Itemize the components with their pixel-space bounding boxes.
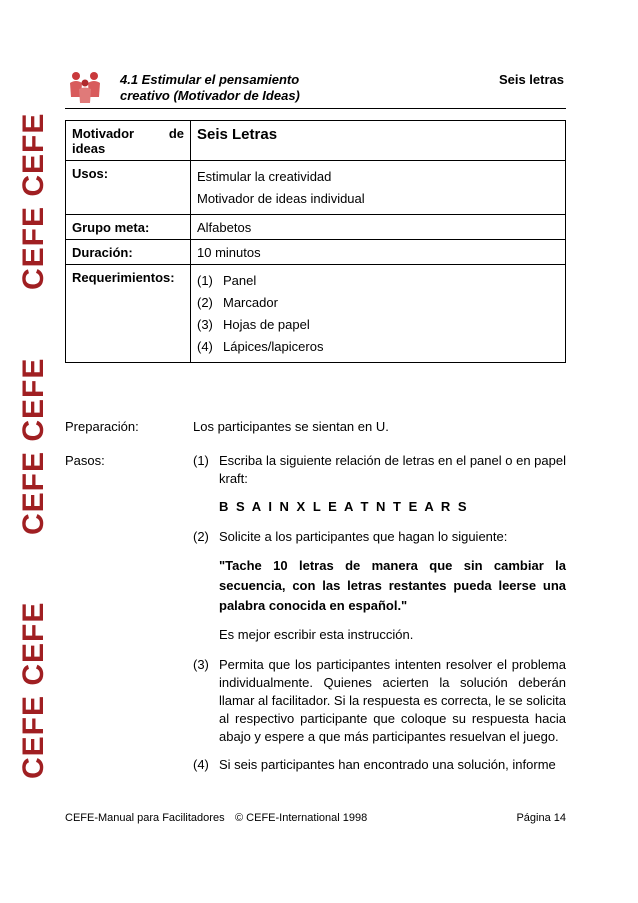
step-text: Si seis participantes han encontrado una solución, informe xyxy=(219,757,556,772)
procedure-body xyxy=(65,418,566,774)
section-title-line2: creativo (Motivador de Ideas) xyxy=(120,88,300,103)
list-item xyxy=(197,314,559,336)
list-item xyxy=(197,270,559,292)
item-number: (4) xyxy=(197,339,213,354)
item-text: Marcador xyxy=(223,295,278,310)
step-number: (3) xyxy=(193,657,209,672)
people-logo-icon xyxy=(67,69,105,105)
table-row xyxy=(66,240,566,265)
list-item xyxy=(197,292,559,314)
table-value-cell xyxy=(191,121,566,161)
table-label-cell xyxy=(66,121,191,161)
item-text: Lápices/lapiceros xyxy=(223,339,324,354)
table-value-cell xyxy=(191,265,566,363)
table-row xyxy=(66,161,566,215)
activity-header-name: Seis letras xyxy=(498,72,564,87)
table-value-cell xyxy=(191,161,566,215)
list-item xyxy=(193,528,566,546)
steps-row xyxy=(65,452,566,774)
page-footer xyxy=(65,812,566,824)
step-text: Solicite a los participantes que hagan lo siguiente: xyxy=(219,529,508,544)
letter-sequence: B S A I N X L E A T N T E A R S xyxy=(219,499,469,514)
item-number: (2) xyxy=(197,295,213,310)
footer-manual: CEFE-Manual para Facilitadores xyxy=(65,812,225,824)
section-title-line1: 4.1 Estimular el pensamiento xyxy=(120,72,300,87)
usos-label: Usos: xyxy=(66,161,191,215)
table-row xyxy=(66,215,566,240)
label-motivador: Motivador xyxy=(72,126,135,141)
duracion-value: 10 minutos xyxy=(191,240,566,265)
table-row xyxy=(66,265,566,363)
list-item xyxy=(193,756,566,774)
list-item xyxy=(193,452,566,488)
label-ideas: ideas xyxy=(72,141,106,156)
list-item xyxy=(197,336,559,358)
instruction-note: Es mejor escribir esta instrucción. xyxy=(219,627,414,642)
grupo-value: Alfabetos xyxy=(191,215,566,240)
pasos-label: Pasos: xyxy=(65,453,105,468)
steps-list xyxy=(193,452,566,774)
instruction-quote: "Tache 10 letras de manera que sin cambiar la secuencia, con las letras restantes pueda leerse una palabra conocida en español." xyxy=(219,558,566,613)
side-brand-text: CEFE CEFE xyxy=(17,357,50,535)
usos-item: Estimular la creatividad xyxy=(197,169,332,184)
step-number: (2) xyxy=(193,529,209,544)
page-header xyxy=(65,66,566,109)
side-brand-text: CEFE CEFE xyxy=(17,112,50,290)
usos-item: Motivador de ideas individual xyxy=(197,191,365,206)
page-number: Página 14 xyxy=(516,812,566,824)
preparation-row xyxy=(65,418,566,436)
item-number: (1) xyxy=(197,273,213,288)
item-text: Hojas de papel xyxy=(223,317,310,332)
item-text: Panel xyxy=(223,273,257,288)
label-de: de xyxy=(168,126,184,141)
requerimientos-label: Requerimientos: xyxy=(66,265,191,363)
list-item xyxy=(193,656,566,746)
item-number: (3) xyxy=(197,317,213,332)
duracion-label: Duración: xyxy=(66,240,191,265)
prep-text: Los participantes se sientan en U. xyxy=(193,419,389,434)
footer-copyright: © CEFE-International 1998 xyxy=(235,812,368,824)
step-number: (1) xyxy=(193,453,209,468)
side-brand-text: CEFE CEFE xyxy=(17,601,50,780)
activity-info-table xyxy=(65,120,566,363)
prep-label: Preparación: xyxy=(65,419,139,434)
section-title xyxy=(120,72,380,104)
step-number: (4) xyxy=(193,757,209,772)
step-text: Escriba la siguiente relación de letras en el panel o en papel kraft: xyxy=(219,453,566,486)
table-row xyxy=(66,121,566,161)
step-text: Permita que los participantes intenten resolver el problema individualmente. Quienes acierten la solución deberán llamar al facilitador. Si la respuesta es correcta, le se solicita al respectivo participante que coloque su respuesta hacia abajo y espere a que más participantes resuelvan el juego. xyxy=(219,657,566,744)
grupo-label: Grupo meta: xyxy=(66,215,191,240)
activity-name: Seis Letras xyxy=(197,126,278,143)
